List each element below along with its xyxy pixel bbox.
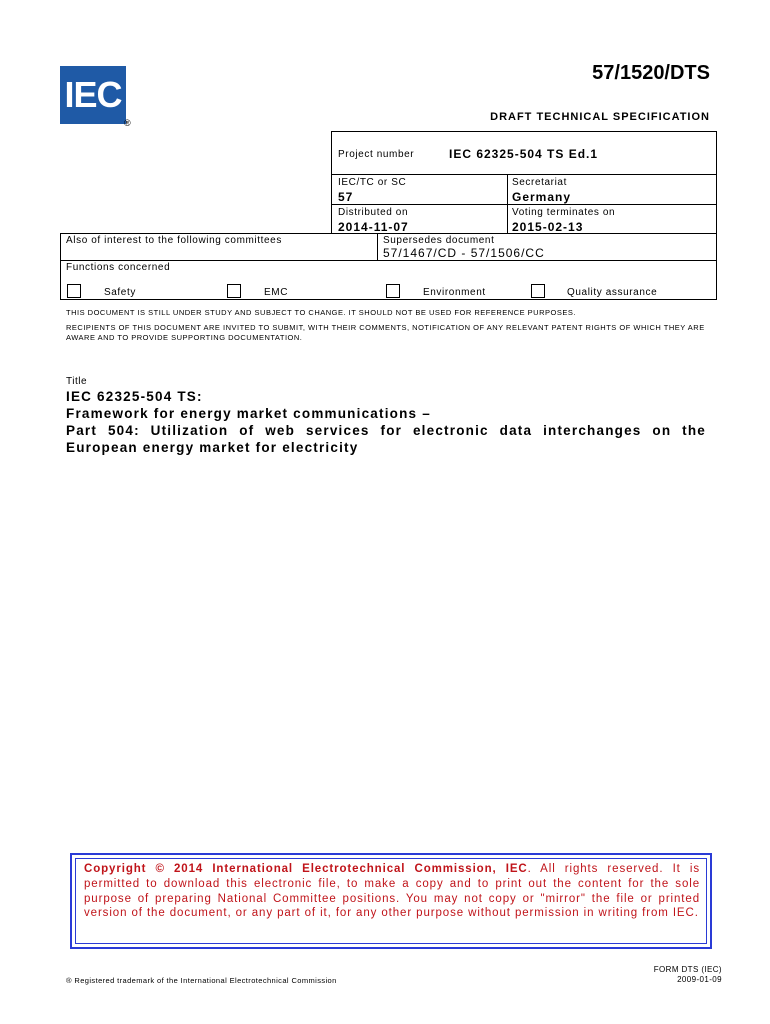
document-reference: 57/1520/DTS [592, 62, 710, 84]
environment-label: Environment [423, 287, 486, 298]
distributed-value: 2014-11-07 [338, 220, 409, 234]
table-border [377, 233, 378, 261]
title-label: Title [66, 376, 88, 387]
form-date: 2009-01-09 [677, 975, 722, 984]
project-number-label: Project number [338, 149, 415, 160]
registered-mark: ® [124, 118, 131, 128]
secretariat-value: Germany [512, 190, 572, 204]
tc-label: IEC/TC or SC [338, 177, 407, 188]
document-title [66, 388, 706, 456]
table-border [60, 260, 717, 261]
quality-assurance-checkbox[interactable] [531, 284, 545, 298]
copyright-text [84, 862, 700, 921]
form-id: FORM DTS (IEC) [653, 965, 722, 974]
table-border [331, 131, 332, 234]
table-border [331, 174, 717, 175]
trademark-note: ® Registered trademark of the International Electrotechnical Commission [66, 976, 337, 985]
title-line-3: Part 504: Utilization of web services for electronic data interchanges on the European energy market for electricity [66, 423, 706, 455]
distributed-label: Distributed on [338, 207, 409, 218]
environment-checkbox[interactable] [386, 284, 400, 298]
study-notice: THIS DOCUMENT IS STILL UNDER STUDY AND SUBJECT TO CHANGE. IT SHOULD NOT BE USED FOR REFERENCE PURPOSES. [66, 308, 576, 317]
title-line-1: IEC 62325-504 TS: [66, 389, 203, 404]
table-border [60, 233, 61, 300]
table-border [331, 204, 717, 205]
title-line-2: Framework for energy market communications – [66, 406, 431, 421]
table-border [507, 174, 508, 234]
copyright-bold: Copyright © 2014 International Electrotechnical Commission, IEC [84, 863, 528, 875]
table-border [60, 299, 717, 300]
supersedes-value: 57/1467/CD - 57/1506/CC [383, 246, 545, 260]
functions-label: Functions concerned [66, 262, 171, 273]
supersedes-label: Supersedes document [383, 235, 495, 246]
logo-text: IEC [64, 74, 122, 115]
safety-label: Safety [104, 287, 136, 298]
document-type: DRAFT TECHNICAL SPECIFICATION [490, 111, 710, 123]
copyright-box [70, 853, 712, 949]
table-border [331, 131, 717, 132]
patent-notice: RECIPIENTS OF THIS DOCUMENT ARE INVITED TO SUBMIT, WITH THEIR COMMENTS, NOTIFICATION OF ANY RELEVANT PATENT RIGHTS OF WHICH THEY ARE AWARE AND TO PROVIDE SUPPORTING DOCUMENTATION. [66, 323, 705, 342]
tc-value: 57 [338, 190, 354, 204]
quality-assurance-label: Quality assurance [567, 287, 658, 298]
voting-label: Voting terminates on [512, 207, 616, 218]
table-border [716, 131, 717, 300]
secretariat-label: Secretariat [512, 177, 567, 188]
emc-checkbox[interactable] [227, 284, 241, 298]
copyright-body: . All rights reserved. It is permitted to download this electronic file, to make a copy and to print out the content for the sole purpose of preparing National Committee positions. You may not copy or "mirror" the file or printed version of the document, or any part of it, for any other purpose without permission in writing from IEC. [84, 863, 700, 920]
form-info [654, 965, 722, 985]
safety-checkbox[interactable] [67, 284, 81, 298]
project-number-value: IEC 62325-504 TS Ed.1 [449, 147, 599, 161]
emc-label: EMC [264, 287, 289, 298]
iec-logo [60, 66, 126, 124]
voting-value: 2015-02-13 [512, 220, 584, 234]
interest-label: Also of interest to the following committees [66, 235, 282, 246]
